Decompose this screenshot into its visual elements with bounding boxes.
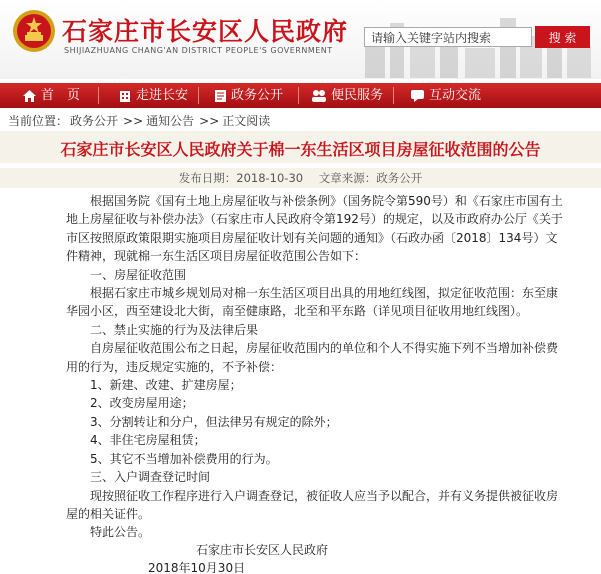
breadcrumb-prefix: 当前位置： [8,114,69,128]
nav-divider [298,87,299,104]
breadcrumb-item[interactable]: 通知公告 [146,114,195,128]
paragraph: 特此公告。 [66,525,151,540]
article-source [319,171,423,185]
nav-item-gov-affairs[interactable] [214,83,283,108]
section-heading: 一、房屋征收范围 [66,267,187,282]
list-item: 3、分割转让和分户，但法律另有规定的除外； [66,414,338,429]
breadcrumb-separator: >> [123,114,144,128]
article-meta [0,168,601,188]
breadcrumb-item[interactable]: 政务公开 [70,114,119,128]
nav-item-home[interactable] [22,83,80,108]
home-icon [22,89,37,103]
search-button[interactable]: 搜 索 [535,26,590,48]
article-body [66,192,566,542]
publish-date [179,171,303,185]
publish-date-label: 发布日期： [178,171,237,185]
nav-divider [393,87,394,104]
paragraph: 自房屋征收范围公布之日起，房屋征收范围内的单位和个人不得实施下列不当增加补偿费用的行为，违反规定实施的，不予补偿： [66,341,559,374]
site-subtitle: SHIJIAZHUANG CHANG'AN DISTRICT PEOPLE'S GOVERNMENT [64,46,333,55]
source-label: 文章来源： [318,171,377,185]
nav-item-interaction[interactable] [410,83,481,108]
section-heading: 三、入户调查登记时间 [66,470,211,485]
national-emblem-icon [12,9,56,53]
list-item: 4、非住宅房屋租赁； [66,433,206,448]
nav-item-label: 走进长安 [136,88,189,103]
paragraph: 根据石家庄市城乡规划局对棉一东生活区项目出具的用地红线图，拟定征收范围：东至康华园小区，西至建设北大街，南至健康路，北至和平东路（详见项目征收用地红线图）。 [66,286,559,319]
breadcrumb-item: 正文阅读 [222,114,271,128]
breadcrumb [8,112,272,129]
publish-date-value: 2018-10-30 [236,171,304,185]
search-input[interactable] [364,27,532,47]
signature-date: 2018年10月30日 [148,561,246,574]
nav-divider [98,87,99,104]
nav-item-label: 互动交流 [429,88,482,103]
nav-item-label: 便民服务 [331,88,384,103]
nav-item-label: 首 页 [41,88,81,103]
chat-icon [410,89,425,103]
paragraph: 根据国务院《国有土地上房屋征收与补偿条例》（国务院令第590号）和《石家庄市国有土地上房屋征收与补偿办法》（石家庄市人民政府令第192号）的规定，以及市政府办公厅《关于市区按照原政策限期实施项目房屋征收计划有关问题的通知》（石政办函〔2018〕134号）文件精神，现就棉一东生活区项目房屋征收范围公告如下： [66,194,563,264]
nav-item-about[interactable] [118,83,188,108]
site-header [0,0,601,79]
document-icon [214,89,227,103]
people-icon [311,89,327,103]
list-item: 2、改变房屋用途； [66,396,194,411]
section-heading: 二、禁止实施的行为及法律后果 [66,322,259,337]
source-value: 政务公开 [376,171,423,185]
nav-divider [198,87,199,104]
nav-item-label: 政务公开 [231,88,284,103]
main-nav [0,83,601,108]
list-item: 5、其它不当增加补偿费用的行为。 [66,451,278,466]
list-item: 1、新建、改建、扩建房屋； [66,378,242,393]
nav-item-services[interactable] [311,83,383,108]
article-title: 石家庄市长安区人民政府关于棉一东生活区项目房屋征收范围的公告 [60,140,541,159]
paragraph: 现按照征收工作程序进行入户调查登记，被征收人应当予以配合，并有义务提供被征收房屋的相关证件。 [66,488,559,521]
site-title: 石家庄市长安区人民政府 [62,17,349,46]
breadcrumb-separator: >> [199,114,220,128]
signature-org: 石家庄市长安区人民政府 [196,543,329,557]
building-icon [118,89,132,103]
